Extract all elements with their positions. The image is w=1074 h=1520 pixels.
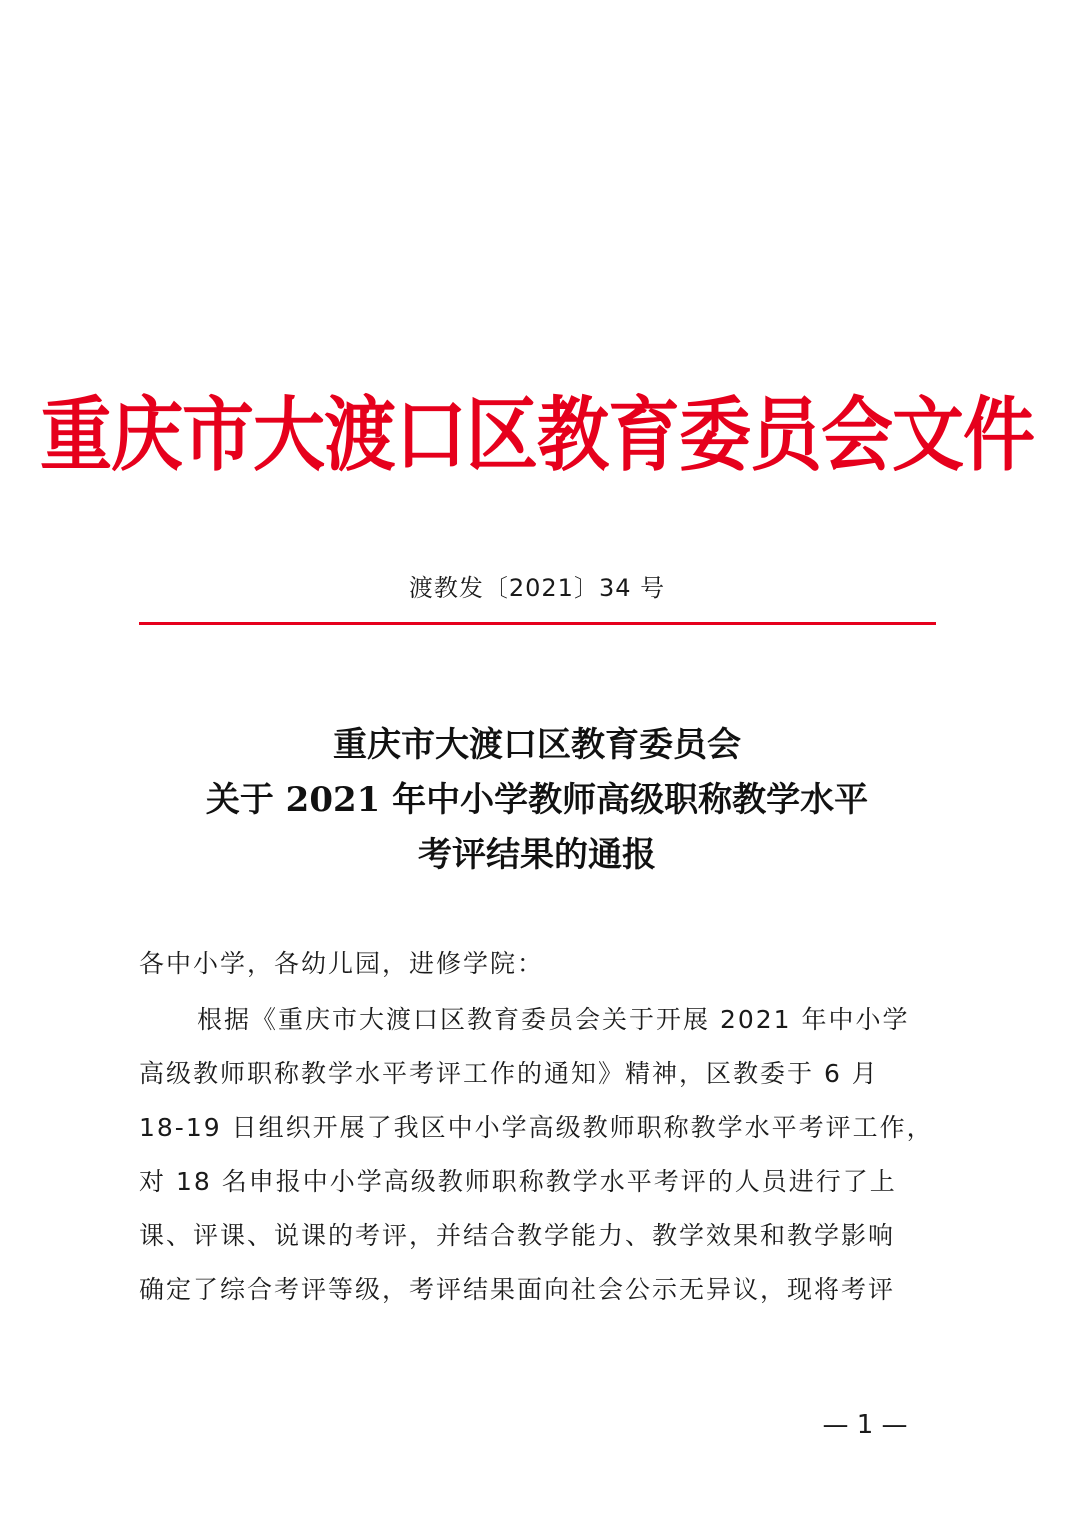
- title-line: 关于 2021 年中小学教师高级职称教学水平: [205, 780, 869, 820]
- body-line: 18-19 日组织开展了我区中小学高级教师职称教学水平考评工作，: [139, 1113, 934, 1142]
- body-line: 对 18 名申报中小学高级教师职称教学水平考评的人员进行了上: [139, 1167, 897, 1196]
- red-header-title: 重庆市大渡口区教育委员会文件: [39, 386, 1034, 483]
- document-number: 渡教发〔2021〕34 号: [408, 574, 666, 602]
- title-line: 考评结果的通报: [418, 835, 656, 875]
- body-line: 根据《重庆市大渡口区教育委员会关于开展 2021 年中小学: [197, 1005, 910, 1034]
- page-number: — 1 —: [822, 1410, 908, 1440]
- body-line: 高级教师职称教学水平考评工作的通知》精神，区教委于 6 月: [139, 1059, 879, 1088]
- title-line: 重庆市大渡口区教育委员会: [333, 725, 741, 765]
- body-line: 课、评课、说课的考评，并结合教学能力、教学效果和教学影响: [139, 1221, 896, 1250]
- body-text: [139, 998, 939, 1322]
- document-title: [0, 718, 1074, 883]
- body-line: 确定了综合考评等级，考评结果面向社会公示无异议，现将考评: [139, 1275, 896, 1304]
- red-divider-line: [139, 622, 936, 625]
- salutation: 各中小学，各幼儿园，进修学院：: [139, 949, 545, 978]
